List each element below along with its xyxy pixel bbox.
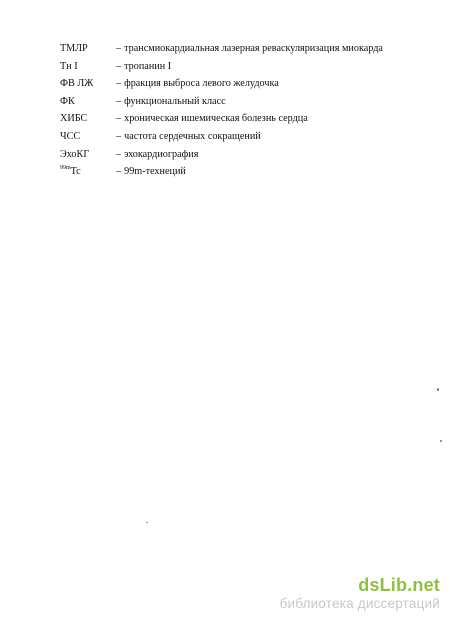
abbreviation-row: [60, 146, 440, 164]
abbreviation-row: [60, 75, 440, 93]
abbreviation-row: [60, 163, 440, 181]
abbreviation-definition: тропанин I: [124, 60, 172, 72]
abbreviation-dash: –: [116, 43, 122, 54]
watermark: [280, 576, 440, 612]
abbreviation-term-group: [60, 163, 116, 181]
abbreviation-term: ТМЛР: [60, 43, 88, 54]
abbreviation-dash: –: [116, 130, 122, 142]
scan-speck: [437, 388, 439, 391]
abbreviation-term: ХИБС: [60, 113, 88, 125]
abbreviation-term: ЭхоКГ: [60, 148, 90, 160]
abbreviation-dash: –: [116, 113, 122, 125]
scan-speck: [440, 440, 442, 442]
abbreviation-term: Tc: [70, 166, 81, 178]
abbreviation-row: [60, 40, 440, 58]
abbreviation-dash: –: [116, 148, 122, 160]
abbreviation-dash: –: [116, 95, 122, 107]
abbreviation-dash: –: [116, 78, 122, 90]
watermark-logo: dsLib.net: [358, 575, 440, 595]
watermark-subtitle: библиотека диссертаций: [279, 596, 440, 611]
abbreviation-row: [60, 93, 440, 111]
abbreviation-definition: фракция выброса левого желудочка: [124, 78, 279, 90]
abbreviation-definition: эхокардиография: [124, 148, 199, 160]
abbreviation-term: ФВ ЛЖ: [60, 78, 94, 90]
abbreviation-term: ЧСС: [60, 130, 81, 142]
abbreviation-list: [60, 40, 440, 181]
abbreviation-row: [60, 58, 440, 76]
abbreviation-term: ФК: [60, 95, 75, 107]
abbreviation-definition: частота сердечных сокращений: [124, 130, 261, 142]
scan-speck: [146, 522, 148, 523]
abbreviation-definition: трансмиокардиальная лазерная реваскуляризация миокарда: [124, 43, 383, 54]
abbreviation-row: [60, 128, 440, 146]
abbreviation-term: Тн I: [60, 60, 78, 72]
abbreviation-term-superscript: 99m: [60, 165, 71, 172]
abbreviation-definition: 99m-технеций: [124, 166, 186, 178]
abbreviation-definition: функциональный класс: [124, 95, 226, 107]
abbreviation-dash: –: [116, 60, 122, 72]
abbreviation-dash: –: [116, 166, 122, 178]
abbreviation-definition: хроническая ишемическая болезнь сердца: [124, 113, 308, 125]
abbreviation-row: [60, 110, 440, 128]
